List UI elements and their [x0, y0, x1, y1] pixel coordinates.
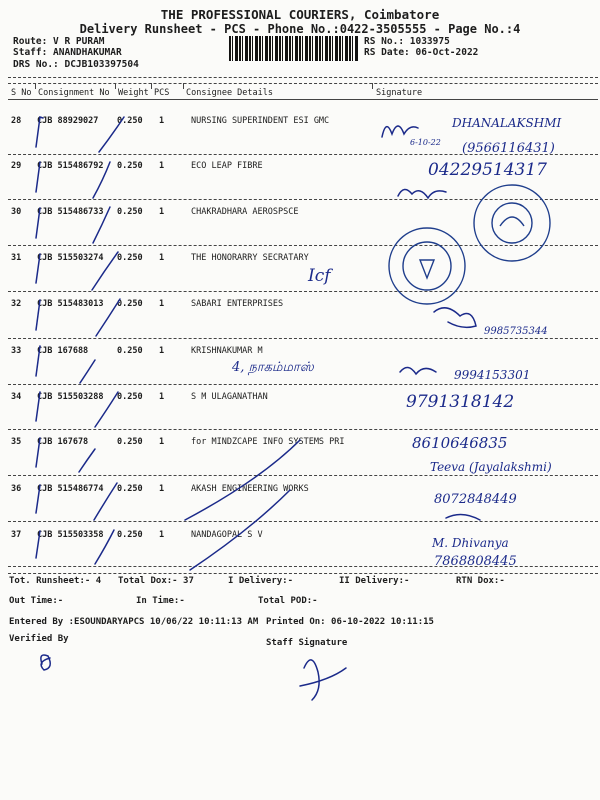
row-consignment: CJB 515486774: [37, 484, 104, 494]
row-consignment: CJB 88929027: [37, 116, 99, 126]
row-sno: 35: [11, 437, 22, 447]
handwritten-phone-row35: 8610646835: [412, 434, 508, 452]
row-weight: 0.250: [117, 484, 143, 494]
company-title: THE PROFESSIONAL COURIERS, Coimbatore: [160, 7, 440, 22]
handwritten-tamil-row33: 4, நாகம்மாஸ்: [232, 360, 314, 375]
footer-divider: [8, 573, 598, 574]
row-consignee: THE HONORARRY SECRATARY: [191, 253, 309, 263]
row-pcs: 1: [159, 484, 165, 494]
signature-row36: [446, 514, 480, 520]
row-pcs: 1: [159, 253, 165, 263]
handwritten-name-row35: Teeva (Jayalakshmi): [430, 460, 552, 474]
row-pcs: 1: [159, 346, 165, 356]
row-pcs: 1: [159, 299, 165, 309]
row-pcs: 1: [159, 116, 165, 126]
verified-signature: [41, 655, 50, 670]
row-consignment: CJB 515486792: [37, 161, 104, 171]
handwritten-phone-row29: 04229514317: [428, 160, 547, 180]
tick-mark: [96, 299, 120, 336]
staff-label: Staff: ANANDHAKUMAR: [13, 47, 122, 58]
row-weight: 0.250: [117, 253, 143, 263]
signature-row32: [434, 308, 476, 328]
row-weight: 0.250: [117, 116, 143, 126]
tick-mark: [36, 254, 40, 283]
row-consignment: CJB 167688: [37, 346, 89, 356]
tick-mark: [36, 208, 40, 238]
row-consignee: ECO LEAP FIBRE: [191, 161, 263, 171]
signature-row29: [398, 189, 446, 198]
col-header-signature: Signature: [376, 88, 423, 98]
tick-mark: [36, 117, 43, 147]
cross-stroke: [185, 440, 300, 520]
row-consignee: NURSING SUPERINDENT ESI GMC: [191, 116, 330, 126]
handwritten-name-row28: DHANALAKSHMI: [452, 116, 562, 130]
cotton-federation-stamp: [389, 228, 465, 304]
row-consignment: CJB 515503274: [37, 253, 104, 263]
tick-mark: [95, 392, 118, 427]
cross-stroke: [190, 490, 290, 570]
row-sno: 31: [11, 253, 22, 263]
i-delivery: I Delivery:-: [228, 576, 294, 586]
row-consignee: NANDAGOPAL S V: [191, 530, 263, 540]
tick-mark: [93, 162, 110, 198]
rs-number: RS No.: 1033975: [364, 36, 450, 47]
tick-mark: [36, 300, 40, 330]
total-pod: Total POD:-: [258, 596, 318, 606]
in-time: In Time:-: [136, 596, 185, 606]
total-dox: Total Dox:- 37: [118, 576, 194, 586]
tick-mark: [79, 449, 95, 472]
tick-mark: [36, 485, 40, 513]
col-header-weight: Weight: [118, 88, 149, 98]
handwritten-phone-row33: 9994153301: [454, 368, 531, 382]
chakradhara-company-seal: [474, 185, 550, 261]
tick-mark: [36, 531, 40, 558]
row-weight: 0.250: [117, 530, 143, 540]
entered-by: Entered By :ESOUNDARYAPCS 10/06/22 10:11:13 AM: [9, 617, 259, 627]
ii-delivery: II Delivery:-: [339, 576, 410, 586]
out-time: Out Time:-: [9, 596, 64, 606]
col-header-consignment: Consignment No: [38, 88, 110, 98]
staff-signature: [300, 660, 346, 700]
route-label: Route: V R PURAM: [13, 36, 105, 47]
row-weight: 0.250: [117, 299, 143, 309]
row-pcs: 1: [159, 437, 165, 447]
col-header-pcs: PCS: [154, 88, 170, 98]
row-weight: 0.250: [117, 161, 143, 171]
verified-by: Verified By: [9, 634, 69, 644]
tick-mark: [92, 252, 118, 290]
row-consignment: CJB 515486733: [37, 207, 104, 217]
row-consignee: CHAKRADHARA AEROSPSCE: [191, 207, 299, 217]
col-header-consignee: Consignee Details: [186, 88, 273, 98]
row-weight: 0.250: [117, 392, 143, 402]
row-sno: 33: [11, 346, 22, 356]
tick-mark: [94, 483, 117, 520]
col-header-sno: S No: [11, 88, 32, 98]
tick-mark: [80, 360, 95, 383]
row-weight: 0.250: [117, 437, 143, 447]
row-sno: 29: [11, 161, 22, 171]
row-pcs: 1: [159, 207, 165, 217]
row-consignee: KRISHNAKUMAR M: [191, 346, 263, 356]
rtn-dox: RTN Dox:-: [456, 576, 505, 586]
handwritten-phone-row28: (9566116431): [462, 141, 555, 156]
handwritten-date-row28: 6-10-22: [410, 138, 441, 147]
tick-mark: [36, 346, 40, 376]
tot-runsheet: Tot. Runsheet:- 4: [9, 576, 102, 586]
drs-number: DRS No.: DCJB103397504: [13, 59, 139, 70]
handwritten-text-row31: Icf: [308, 266, 331, 286]
row-weight: 0.250: [117, 346, 143, 356]
row-pcs: 1: [159, 530, 165, 540]
rs-date: RS Date: 06-Oct-2022: [364, 47, 479, 58]
signature-row33: [400, 367, 436, 374]
row-consignee: for MINDZCAPE INFO SYSTEMS PRI: [191, 437, 345, 447]
tick-mark: [99, 117, 124, 152]
handwritten-phone-row34: 9791318142: [406, 392, 515, 412]
handwritten-name-row37: M. Dhivanya: [432, 536, 509, 550]
row-consignee: SABARI ENTERPRISES: [191, 299, 284, 309]
row-sno: 36: [11, 484, 22, 494]
row-pcs: 1: [159, 392, 165, 402]
handwritten-phone-row36: 8072848449: [434, 492, 517, 507]
row-sno: 30: [11, 207, 22, 217]
row-sno: 32: [11, 299, 22, 309]
row-consignment: CJB 515503288: [37, 392, 104, 402]
row-sno: 28: [11, 116, 22, 126]
tick-mark: [95, 530, 114, 564]
runsheet-subtitle: Delivery Runsheet - PCS - Phone No.:0422-3505555 - Page No.:4: [79, 22, 521, 36]
row-consignment: CJB 515483013: [37, 299, 104, 309]
row-sno: 37: [11, 530, 22, 540]
row-consignment: CJB 515503358: [37, 530, 104, 540]
row-consignee: S M ULAGANATHAN: [191, 392, 268, 402]
row-consignment: CJB 167678: [37, 437, 89, 447]
handwritten-phone-row32: 9985735344: [484, 326, 548, 337]
tick-mark: [36, 162, 40, 192]
signature-row28: [382, 126, 418, 137]
tick-mark: [36, 392, 40, 421]
row-consignee: AKASH ENGINEERING WORKS: [191, 484, 309, 494]
staff-signature-label: Staff Signature: [266, 638, 348, 648]
printed-on: Printed On: 06-10-2022 10:11:15: [266, 617, 434, 627]
tick-mark: [36, 438, 40, 467]
row-weight: 0.250: [117, 207, 143, 217]
row-sno: 34: [11, 392, 22, 402]
handwritten-phone-row37: 7868808445: [434, 554, 517, 569]
tick-mark: [93, 207, 110, 243]
row-pcs: 1: [159, 161, 165, 171]
